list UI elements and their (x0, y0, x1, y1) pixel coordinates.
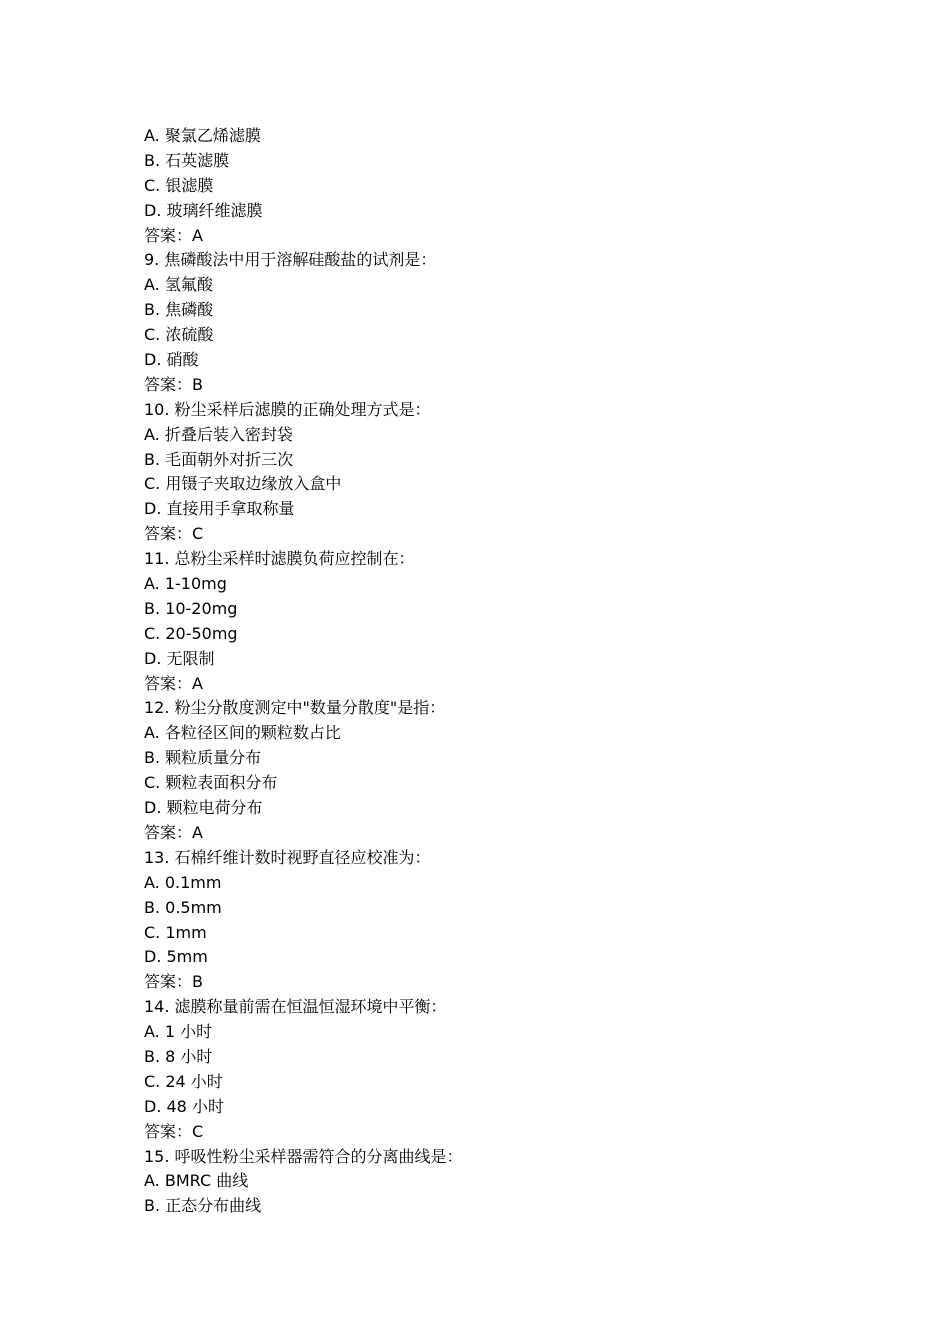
option-line: D. 颗粒电荷分布 (144, 798, 263, 818)
option-line: B. 颗粒质量分布 (144, 748, 262, 768)
answer-line: 答案：C (144, 524, 204, 544)
option-line: A. 各粒径区间的颗粒数占比 (144, 723, 341, 743)
option-line: A. BMRC 曲线 (144, 1171, 249, 1191)
answer-line: 答案：B (144, 374, 203, 394)
question-14: 14. 滤膜称量前需在恒温恒湿环境中平衡： (144, 997, 447, 1017)
answer-line: 答案：C (144, 1121, 204, 1141)
option-line: A. 0.1mm (144, 872, 222, 892)
option-line: D. 48 小时 (144, 1096, 224, 1116)
option-line: C. 1mm (144, 922, 207, 942)
option-line: B. 焦磷酸 (144, 300, 214, 320)
question-15: 15. 呼吸性粉尘采样器需符合的分离曲线是： (144, 1146, 463, 1166)
option-line: B. 10-20mg (144, 598, 238, 618)
answer-line: 答案：A (144, 673, 203, 693)
option-line: A. 1-10mg (144, 574, 227, 594)
question-9: 9. 焦磷酸法中用于溶解硅酸盐的试剂是： (144, 250, 437, 270)
answer-line: 答案：B (144, 972, 203, 992)
option-line: C. 颗粒表面积分布 (144, 773, 278, 793)
option-line: A. 聚氯乙烯滤膜 (144, 126, 261, 145)
option-line: D. 5mm (144, 947, 208, 967)
answer-line: 答案：A (144, 822, 203, 842)
question-10: 10. 粉尘采样后滤膜的正确处理方式是： (144, 399, 431, 419)
question-13: 13. 石棉纤维计数时视野直径应校准为： (144, 847, 431, 867)
option-line: A. 折叠后装入密封袋 (144, 424, 293, 444)
answer-line: 答案：A (144, 225, 203, 245)
option-line: C. 银滤膜 (144, 175, 214, 195)
option-line: B. 毛面朝外对折三次 (144, 449, 294, 469)
option-line: D. 直接用手拿取称量 (144, 499, 295, 519)
option-line: C. 24 小时 (144, 1071, 223, 1091)
option-line: D. 玻璃纤维滤膜 (144, 200, 263, 220)
option-line: B. 正态分布曲线 (144, 1196, 262, 1216)
option-line: A. 氢氟酸 (144, 275, 213, 295)
document-page (144, 124, 844, 1219)
question-12: 12. 粉尘分散度测定中"数量分散度"是指： (144, 698, 446, 718)
option-line: C. 用镊子夹取边缘放入盒中 (144, 474, 342, 494)
option-line: C. 浓硫酸 (144, 325, 214, 345)
option-line: D. 无限制 (144, 648, 215, 668)
option-line: C. 20-50mg (144, 623, 238, 643)
option-line: A. 1 小时 (144, 1022, 213, 1042)
option-line: B. 0.5mm (144, 897, 222, 917)
question-11: 11. 总粉尘采样时滤膜负荷应控制在： (144, 549, 415, 569)
option-line: D. 硝酸 (144, 350, 199, 370)
option-line: B. 8 小时 (144, 1046, 213, 1066)
option-line: B. 石英滤膜 (144, 150, 230, 170)
